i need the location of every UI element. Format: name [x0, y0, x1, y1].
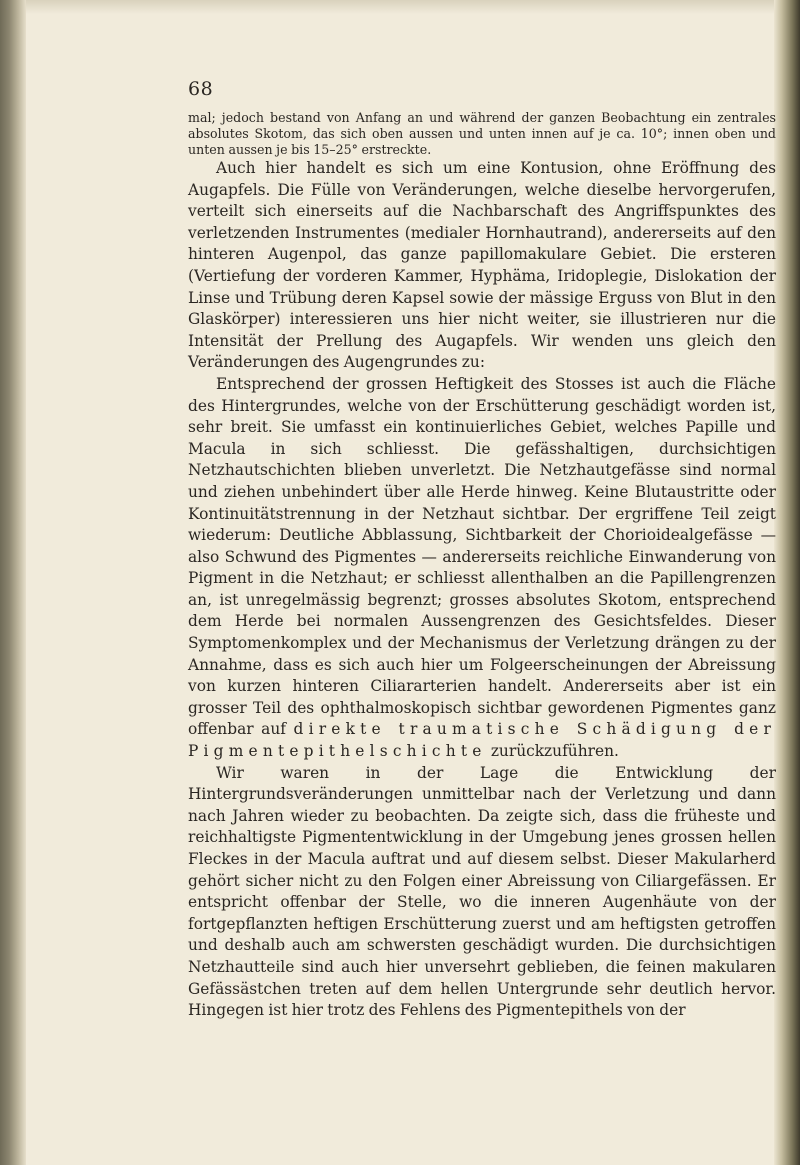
- paragraph-development: [188, 763, 776, 1022]
- paragraph-fundus-findings: [188, 374, 776, 763]
- paragraph-text: Auch hier handelt es sich um eine Kontusion, ohne Eröffnung des Augapfels. Die Fülle von Veränderungen, welche dieselbe hervorgerufen, verteilt sich einerseits auf die Nachbarschaft des Angriffspunktes des verletzenden Instrumentes (medialer Hornhautrand), andererseits auf den hinteren Augenpol, das ganze papillomakulare Gebiet. Die ersteren (Vertiefung der vorderen Kammer, Hyphäma, Iridoplegie, Dislokation der Linse und Trübung deren Kapsel sowie der mässige Erguss von Blut in den Glaskörper) interessieren uns hier nicht weiter, sie illustrieren nur die Intensität der Prellung des Augapfels. Wir wenden uns gleich den Veränderungen des Augengrundes zu:: [188, 159, 776, 372]
- paragraph-text: Entsprechend der grossen Heftigkeit des Stosses ist auch die Fläche des Hintergrundes, welche von der Erschütterung geschädigt worden ist, sehr breit. Sie umfasst ein kontinuierliches Gebiet, welches Papille und Macula in sich schliesst. Die gefässhaltigen, durchsichtigen Netzhautschichten blieben unverletzt. Die Netzhautgefässe sind normal und ziehen unbehindert über alle Herde hinweg. Keine Blutaustritte oder Kontinuitätstrennung in der Netzhaut sichtbar. Der ergriffene Teil zeigt wiederum: Deutliche Abblassung, Sichtbarkeit der Chorioidealgefässe — also Schwund des Pigmentes — andererseits reichliche Einwanderung von Pigment in die Netzhaut; er schliesst allenthalben an die Papillengrenzen an, ist unregelmässig begrenzt; grosses absolutes Skotom, entsprechend dem Herde bei normalen Aussengrenzen des Gesichtsfeldes. Dieser Symptomenkomplex und der Mechanismus der Verletzung drängen zu der Annahme, dass es sich auch hier um Folgeerscheinungen der Abreissung von kurzen hinteren Ciliararterien handelt. Andererseits aber ist ein grosser Teil des ophthalmoskopisch sichtbar gewordenen Pigmentes ganz offenbar auf: [188, 374, 776, 739]
- emphasized-spaced-text: direkte traumatische Schädigung der Pigmentepithelschichte: [188, 720, 776, 761]
- paragraph-text: zurückzuführen.: [486, 742, 619, 761]
- page-shadow: [26, 0, 774, 14]
- page-edge-right: [774, 0, 800, 1165]
- page-number: 68: [188, 78, 214, 100]
- paragraph-text: Wir waren in der Lage die Entwicklung der Hintergrundsveränderungen unmittelbar nach der Verletzung und dann nach Jahren wieder zu beobachten. Da zeigte sich, dass die früheste und reichhaltigste Pigmententwicklung in der Umgebung jenes grossen hellen Fleckes in der Macula auftrat und auf diesem selbst. Dieser Makularherd gehört sicher nicht zu den Folgen einer Abreissung von Ciliargefässen. Er entspricht offenbar der Stelle, wo die inneren Augenhäute von der fortgepflanzten heftigen Erschütterung zuerst und am heftigsten getroffen und deshalb auch am schwersten geschädigt wurden. Die durchsichtigen Netzhautteile sind auch hier unversehrt geblieben, die feinen makularen Gefässästchen treten auf dem hellen Untergrunde sehr deutlich hervor. Hingegen ist hier trotz des Fehlens des Pigmentepithels von der: [188, 763, 776, 1020]
- book-spine-left: [0, 0, 26, 1165]
- paragraph-case-note: [188, 110, 776, 158]
- paragraph-contusion: [188, 158, 776, 374]
- body-text: [188, 110, 776, 1022]
- paragraph-text: mal; jedoch bestand von Anfang an und während der ganzen Beobachtung ein zentrales absolutes Skotom, das sich oben aussen und unten innen auf je ca. 10°; innen oben und unten aussen je bis 15–25° erstreckte.: [188, 110, 776, 157]
